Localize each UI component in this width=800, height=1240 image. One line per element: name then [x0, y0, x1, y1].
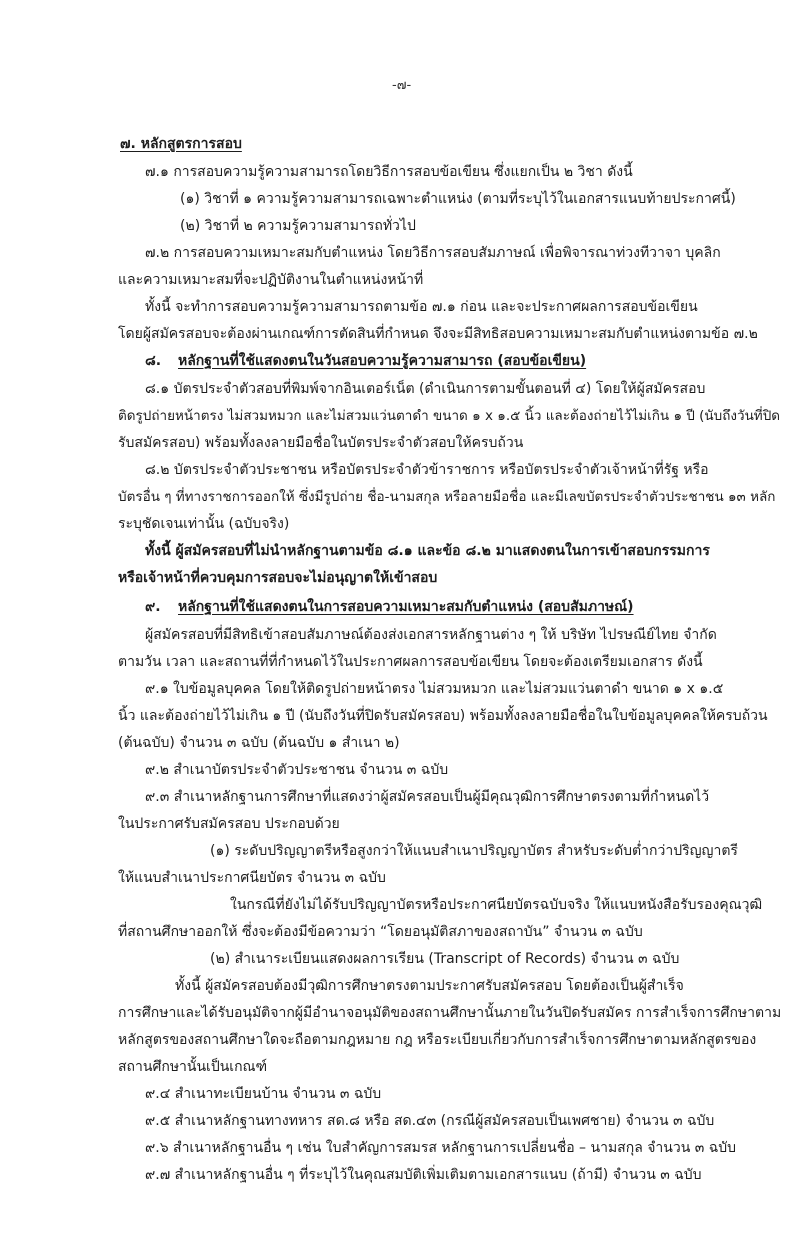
section-8-heading: หลักฐานที่ใช้แสดงตนในวันสอบความรู้ความสามารถ (สอบข้อเขียน)	[178, 353, 587, 369]
sec9-item-1-line3: (ต้นฉบับ) จำนวน ๓ ฉบับ (ต้นฉบับ ๑ สำเนา ๒)	[118, 735, 400, 751]
sec9-item-6: ๙.๖ สำเนาหลักฐานอื่น ๆ เช่น ใบสำคัญการสมรส หลักฐานการเปลี่ยนชื่อ – นามสกุล จำนวน ๓ ฉบับ	[145, 1140, 737, 1156]
sec9-qualification-line2: การศึกษาและได้รับอนุมัติจากผู้มีอำนาจอนุมัติของสถานศึกษานั้นภายในวันปิดรับสมัคร การสำเร็จการศึกษาตาม	[118, 1005, 782, 1021]
sec7-subitem-1: (๑) วิชาที่ ๑ ความรู้ความสามารถเฉพาะตำแหน่ง (ตามที่ระบุไว้ในเอกสารแนบท้ายประกาศนี้)	[180, 191, 736, 207]
sec9-item-3-line2: ในประกาศรับสมัครสอบ ประกอบด้วย	[118, 816, 340, 832]
sec7-item-1: ๗.๑ การสอบความรู้ความสามารถโดยวิธีการสอบข้อเขียน ซึ่งแยกเป็น ๒ วิชา ดังนี้	[145, 164, 633, 180]
sec9-subitem-1-line4: ที่สถานศึกษาออกให้ ซึ่งจะต้องมีข้อความว่า “โดยอนุมัติสภาของสถาบัน” จำนวน ๓ ฉบับ	[118, 924, 643, 940]
sec9-subitem-1-line1: (๑) ระดับปริญญาตรีหรือสูงกว่าให้แนบสำเนาปริญญาบัตร สำหรับระดับต่ำกว่าปริญญาตรี	[210, 843, 738, 859]
sec9-qualification-line1: ทั้งนี้ ผู้สมัครสอบต้องมีวุฒิการศึกษาตรงตามประกาศรับสมัครสอบ โดยต้องเป็นผู้สำเร็จ	[175, 978, 684, 994]
sec9-qualification-line3: หลักสูตรของสถานศึกษาใดจะถือตามกฎหมาย กฎ หรือระเบียบเกี่ยวกับการสำเร็จการศึกษาตามหลักสูตรของ	[118, 1032, 757, 1048]
sec9-subitem-1-line2: ให้แนบสำเนาประกาศนียบัตร จำนวน ๓ ฉบับ	[118, 870, 386, 886]
page-number: -๗-	[392, 78, 412, 93]
sec8-item-1-line1: ๘.๑ บัตรประจำตัวสอบที่พิมพ์จากอินเตอร์เน็ต (ดำเนินการตามขั้นตอนที่ ๔) โดยให้ผู้สมัครสอบ	[145, 381, 706, 397]
sec9-intro-line2: ตามวัน เวลา และสถานที่ที่กำหนดไว้ในประกาศผลการสอบข้อเขียน โดยจะต้องเตรียมเอกสาร ดังนี้	[118, 654, 703, 670]
sec7-item-2-line2: และความเหมาะสมที่จะปฏิบัติงานในตำแหน่งหน้าที่	[118, 272, 424, 288]
sec9-item-5: ๙.๕ สำเนาหลักฐานทางทหาร สด.๘ หรือ สด.๔๓ (กรณีผู้สมัครสอบเป็นเพศชาย) จำนวน ๓ ฉบับ	[145, 1113, 715, 1129]
sec8-item-2-line1: ๘.๒ บัตรประจำตัวประชาชน หรือบัตรประจำตัวข้าราชการ หรือบัตรประจำตัวเจ้าหน้าที่รัฐ หรือ	[145, 462, 709, 478]
sec9-item-4: ๙.๔ สำเนาทะเบียนบ้าน จำนวน ๓ ฉบับ	[145, 1086, 382, 1102]
sec8-item-2-line2: บัตรอื่น ๆ ที่ทางราชการออกให้ ซึ่งมีรูปถ่าย ชื่อ-นามสกุล หรือลายมือชื่อ และมีเลขบัตรประจำตัวประชาชน ๑๓ หลัก	[118, 489, 776, 505]
section-8-number: ๘.	[145, 353, 162, 369]
sec7-note-line2: โดยผู้สมัครสอบจะต้องผ่านเกณฑ์การตัดสินที่กำหนด จึงจะมีสิทธิสอบความเหมาะสมกับตำแหน่งตามข้อ ๗.๒	[118, 326, 758, 342]
sec8-item-1-line3: รับสมัครสอบ) พร้อมทั้งลงลายมือชื่อในบัตรประจำตัวสอบให้ครบถ้วน	[118, 435, 524, 451]
sec8-item-2-line3: ระบุชัดเจนเท่านั้น (ฉบับจริง)	[118, 516, 290, 532]
sec9-intro-line1: ผู้สมัครสอบที่มีสิทธิเข้าสอบสัมภาษณ์ต้องส่งเอกสารหลักฐานต่าง ๆ ให้ บริษัท ไปรษณีย์ไทย จำกัด	[145, 627, 717, 643]
sec7-note-line1: ทั้งนี้ จะทำการสอบความรู้ความสามารถตามข้อ ๗.๑ ก่อน และจะประกาศผลการสอบข้อเขียน	[145, 299, 698, 315]
sec9-item-1-line2: นิ้ว และต้องถ่ายไว้ไม่เกิน ๑ ปี (นับถึงวันที่ปิดรับสมัครสอบ) พร้อมทั้งลงลายมือชื่อในใบข้อมูลบุคคลให้ครบถ้วน	[118, 708, 768, 724]
sec9-subitem-2: (๒) สำเนาระเบียนแสดงผลการเรียน (Transcript of Records) จำนวน ๓ ฉบับ	[210, 951, 680, 967]
sec9-item-3-line1: ๙.๓ สำเนาหลักฐานการศึกษาที่แสดงว่าผู้สมัครสอบเป็นผู้มีคุณวุฒิการศึกษาตรงตามที่กำหนดไว้	[145, 789, 710, 805]
sec9-item-2: ๙.๒ สำเนาบัตรประจำตัวประชาชน จำนวน ๓ ฉบับ	[145, 762, 449, 778]
sec8-note-line2: หรือเจ้าหน้าที่ควบคุมการสอบจะไม่อนุญาตให้เข้าสอบ	[118, 570, 438, 586]
sec8-item-1-line2: ติดรูปถ่ายหน้าตรง ไม่สวมหมวก และไม่สวมแว่นตาดำ ขนาด ๑ x ๑.๕ นิ้ว และต้องถ่ายไว้ไม่เกิน ๑ ปี (นับถึงวันที่ปิด	[118, 408, 781, 424]
sec9-qualification-line4: สถานศึกษานั้นเป็นเกณฑ์	[118, 1059, 268, 1075]
section-9-number: ๙.	[145, 599, 161, 615]
sec7-item-2-line1: ๗.๒ การสอบความเหมาะสมกับตำแหน่ง โดยวิธีการสอบสัมภาษณ์ เพื่อพิจารณาท่วงทีวาจา บุคลิก	[145, 245, 721, 261]
section-7-heading: ๗. หลักสูตรการสอบ	[120, 136, 242, 152]
sec9-item-7: ๙.๗ สำเนาหลักฐานอื่น ๆ ที่ระบุไว้ในคุณสมบัติเพิ่มเติมตามเอกสารแนบ (ถ้ามี) จำนวน ๓ ฉบับ	[145, 1167, 702, 1183]
sec9-subitem-1-line3: ในกรณีที่ยังไม่ได้รับปริญญาบัตรหรือประกาศนียบัตรฉบับจริง ให้แนบหนังสือรับรองคุณวุฒิ	[230, 897, 763, 913]
section-9-heading: หลักฐานที่ใช้แสดงตนในการสอบความเหมาะสมกับตำแหน่ง (สอบสัมภาษณ์)	[178, 599, 634, 615]
sec8-note-line1: ทั้งนี้ ผู้สมัครสอบที่ไม่นำหลักฐานตามข้อ ๘.๑ และข้อ ๘.๒ มาแสดงตนในการเข้าสอบกรรมการ	[145, 543, 710, 559]
sec7-subitem-2: (๒) วิชาที่ ๒ ความรู้ความสามารถทั่วไป	[180, 218, 416, 234]
sec9-item-1-line1: ๙.๑ ใบข้อมูลบุคคล โดยให้ติดรูปถ่ายหน้าตรง ไม่สวมหมวก และไม่สวมแว่นตาดำ ขนาด ๑ x ๑.๕	[145, 681, 724, 697]
